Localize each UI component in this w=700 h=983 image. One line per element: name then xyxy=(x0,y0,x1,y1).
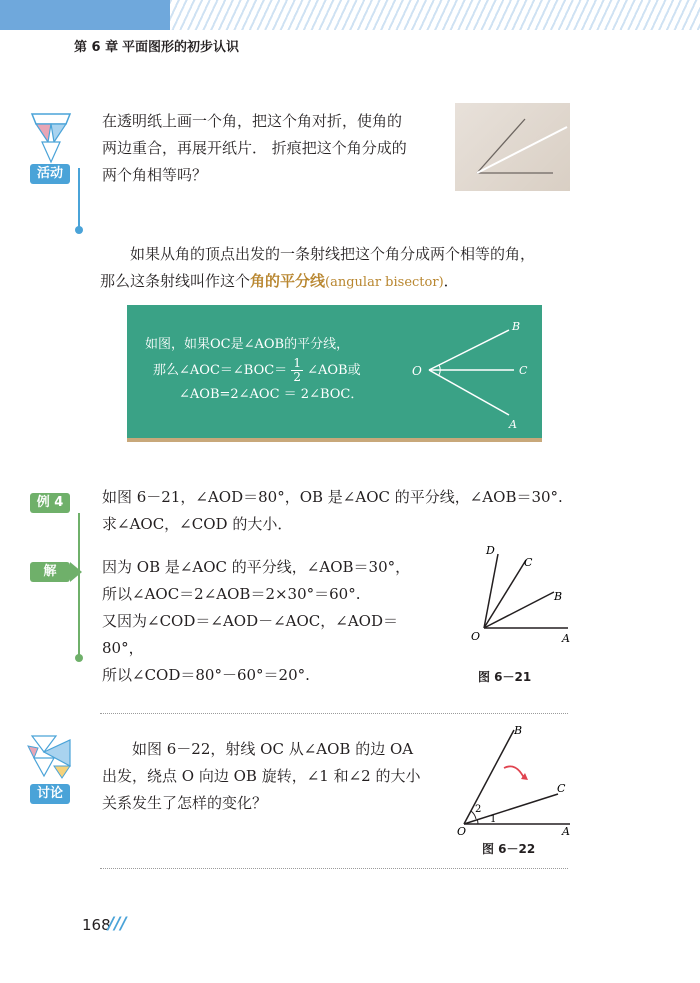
section-divider xyxy=(100,868,568,869)
blackboard xyxy=(127,305,542,442)
example-line: 求∠AOC，∠COD 的大小． xyxy=(102,515,293,533)
board-line xyxy=(153,357,361,384)
page-number: 168 xyxy=(82,916,111,934)
figure-6-21-diagram xyxy=(468,540,578,650)
section-divider xyxy=(100,713,568,714)
bisector-diagram xyxy=(409,315,537,435)
board-equation-end: ∠AOB或 xyxy=(307,363,361,378)
activity-rule xyxy=(78,168,80,230)
example-tag: 例 4 xyxy=(30,493,70,513)
activity-rule-dot xyxy=(75,226,83,234)
point-label-D: D xyxy=(486,544,495,557)
point-label-A: A xyxy=(562,825,570,836)
point-label-A: A xyxy=(509,418,517,431)
definition-line xyxy=(100,268,590,296)
solution-line: 所以∠COD＝80°－60°＝20°. xyxy=(102,666,310,684)
solution-line: 又因为∠COD＝∠AOD－∠AOC，∠AOD＝80°， xyxy=(102,612,398,657)
activity-text xyxy=(102,108,437,189)
page-number-decoration: /// xyxy=(108,914,127,934)
discussion-tag: 讨论 xyxy=(30,784,70,804)
solution-line: 所以∠AOC＝2∠AOB＝2×30°＝60°. xyxy=(102,585,361,603)
definition-line: 如果从角的顶点出发的一条射线把这个角分成两个相等的角， xyxy=(130,245,536,263)
example-problem xyxy=(102,484,582,538)
angle-label-1: 1 xyxy=(490,814,497,825)
activity-line: 两个角相等吗？ xyxy=(102,166,208,184)
definition-term-english: (angular bisector) xyxy=(325,275,444,290)
board-line: ∠AOB=2∠AOC ＝ 2∠BOC． xyxy=(179,387,364,402)
point-label-O: O xyxy=(457,825,467,836)
definition-line-end: ． xyxy=(443,272,459,290)
discussion-line: 出发，绕点 O 向边 OB 旋转，∠1 和∠2 的大小 xyxy=(102,767,421,785)
discussion-text xyxy=(102,736,432,817)
point-label-C: C xyxy=(557,782,566,795)
activity-tag: 活动 xyxy=(30,164,70,184)
example-rule-dot xyxy=(75,654,83,662)
solution-tag-arrow xyxy=(70,562,82,582)
fraction-numerator: 1 xyxy=(293,356,301,370)
solution-text xyxy=(102,554,432,689)
angle-label-2: 2 xyxy=(475,804,482,815)
point-label-B: B xyxy=(514,724,523,737)
discussion-line: 如图 6－22，射线 OC 从∠AOB 的边 OA xyxy=(132,740,414,758)
fraction-one-half xyxy=(291,357,303,384)
bisector-definition xyxy=(100,241,590,296)
chapter-label: 第 6 章 xyxy=(74,40,119,55)
board-line: 如图，如果OC是∠AOB的平分线， xyxy=(145,337,350,352)
example-line: 如图 6－21，∠AOD＝80°，OB 是∠AOC 的平分线，∠AOB＝30°. xyxy=(102,488,563,506)
folded-paper-photo xyxy=(455,103,570,191)
point-label-O: O xyxy=(412,364,422,378)
discussion-icon xyxy=(26,730,76,782)
figure-6-22-diagram xyxy=(452,722,574,836)
activity-icon xyxy=(28,108,74,164)
solution-tag: 解 xyxy=(30,562,70,582)
board-equation-start: 那么∠AOC＝∠BOC＝ xyxy=(153,363,288,378)
point-label-O: O xyxy=(471,630,481,643)
activity-line: 两边重合，再展开纸片． 折痕把这个角分成的 xyxy=(102,139,407,157)
header-stripe-pattern xyxy=(170,0,700,30)
point-label-C: C xyxy=(524,556,533,569)
figure-6-22-caption: 图 6－22 xyxy=(482,842,536,856)
discussion-line: 关系发生了怎样的变化？ xyxy=(102,794,268,812)
fraction-denominator: 2 xyxy=(293,370,301,384)
figure-6-21-caption: 图 6－21 xyxy=(478,670,532,684)
example-rule xyxy=(78,513,80,658)
chapter-title: 平面图形的初步认识 xyxy=(122,40,240,55)
point-label-B: B xyxy=(512,320,521,333)
definition-term: 角的平分线 xyxy=(250,272,326,290)
definition-line-start: 那么这条射线叫作这个 xyxy=(100,272,251,290)
point-label-A: A xyxy=(562,632,570,645)
point-label-B: B xyxy=(554,590,563,603)
activity-line: 在透明纸上画一个角，把这个角对折，使角的 xyxy=(102,112,403,130)
point-label-C: C xyxy=(519,364,528,377)
solution-line: 因为 OB 是∠AOC 的平分线，∠AOB＝30°， xyxy=(102,558,411,576)
